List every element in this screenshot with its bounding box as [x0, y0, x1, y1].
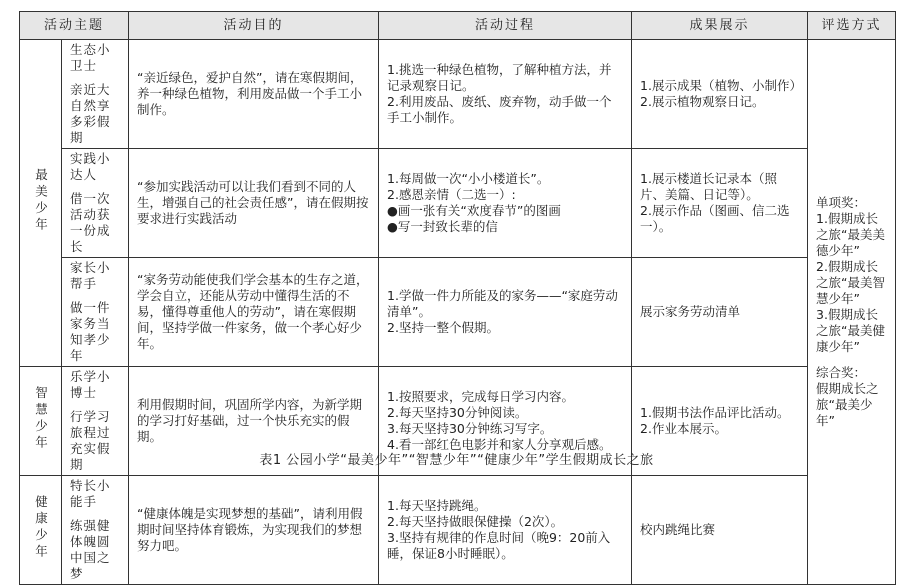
process-line: 1.挑选一种绿色植物，了解种植方法，并记录观察日记。	[387, 62, 612, 93]
theme-subtitle: 生态小卫士	[70, 42, 111, 73]
theme-cell	[62, 258, 129, 367]
result-line: 2.作业本展示。	[640, 421, 727, 436]
theme-slogan: 做一件家务当知孝少年	[70, 300, 111, 363]
theme-cell	[62, 149, 129, 258]
purpose-cell: “健康体魄是实现梦想的基础”，请利用假期时间坚持体育锻炼，为实现我们的梦想努力吧。	[129, 476, 379, 585]
theme-slogan: 行学习旅程过充实假期	[70, 409, 111, 472]
process-line: 2.每天坚持做眼保健操（2次）。	[387, 514, 564, 529]
single-award-item: 1.假期成长之旅“最美美德少年”	[816, 211, 885, 258]
evaluation-cell	[808, 40, 896, 585]
category-beauty: 最美少年	[20, 40, 62, 367]
result-line: 1.展示楼道长记录本（照片、美篇、日记等）。	[640, 171, 777, 202]
theme-subtitle: 家长小帮手	[70, 260, 111, 291]
table-row	[20, 149, 896, 258]
process-line: 1.学做一件力所能及的家务——“家庭劳动清单”。	[387, 288, 618, 319]
theme-slogan: 借一次活动获一份成长	[70, 191, 111, 254]
header-theme: 活动主题	[20, 12, 129, 40]
table-row	[20, 258, 896, 367]
process-line: ●画一张有关“欢度春节”的图画	[387, 203, 561, 218]
header-purpose: 活动目的	[129, 12, 379, 40]
header-row	[20, 12, 896, 40]
single-award-item: 3.假期成长之旅“最美健康少年”	[816, 307, 885, 354]
header-result: 成果展示	[632, 12, 808, 40]
theme-subtitle: 实践小达人	[70, 151, 111, 182]
activity-table	[19, 11, 896, 585]
process-line: 2.坚持一整个假期。	[387, 320, 499, 335]
overall-award-title: 综合奖：	[816, 365, 867, 380]
overall-award-text: 假期成长之旅“最美少年”	[816, 381, 879, 428]
result-line: 1.展示成果（植物、小制作）	[640, 78, 802, 93]
purpose-cell: 利用假期时间，巩固所学内容，为新学期的学习打好基础，过一个快乐充实的假期。	[129, 367, 379, 476]
theme-cell	[62, 40, 129, 149]
result-line: 2.展示植物观察日记。	[640, 94, 765, 109]
theme-subtitle: 乐学小博士	[70, 369, 111, 400]
process-line: 1.每周做一次“小小楼道长”。	[387, 171, 550, 186]
process-line: 3.坚持有规律的作息时间（晚9：20前入睡，保证8小时睡眠）。	[387, 530, 611, 561]
purpose-cell: “家务劳动能使我们学会基本的生存之道，学会自立，还能从劳动中懂得生活的不易，懂得尊重他人的劳动”，请在寒假期间，坚持学做一件家务，做一个孝心好少年。	[129, 258, 379, 367]
table-caption: 表1 公园小学“最美少年”“智慧少年”“健康少年”学生假期成长之旅	[259, 453, 654, 468]
process-cell	[379, 149, 632, 258]
theme-slogan: 亲近大自然享多彩假期	[70, 82, 111, 145]
process-line: 4.看一部红色电影并和家人分享观后感。	[387, 437, 612, 452]
process-line: 2.每天坚持30分钟阅读。	[387, 405, 528, 420]
process-line: 1.每天坚持跳绳。	[387, 498, 487, 513]
process-line: 1.按照要求，完成每日学习内容。	[387, 389, 574, 404]
single-award-title: 单项奖：	[816, 195, 867, 210]
process-cell	[379, 40, 632, 149]
result-line: 2.展示作品（图画、信二选一）。	[640, 203, 790, 234]
table-row	[20, 476, 896, 585]
theme-cell	[62, 476, 129, 585]
result-line: 校内跳绳比赛	[640, 522, 716, 537]
purpose-cell: “参加实践活动可以让我们看到不同的人生，增强自己的社会责任感”，请在假期按要求进行实践活动	[129, 149, 379, 258]
result-cell	[632, 149, 808, 258]
process-cell	[379, 476, 632, 585]
process-cell	[379, 258, 632, 367]
result-cell	[632, 258, 808, 367]
result-line: 展示家务劳动清单	[640, 304, 741, 319]
result-cell	[632, 40, 808, 149]
header-process: 活动过程	[379, 12, 632, 40]
result-cell	[632, 476, 808, 585]
process-line: 3.每天坚持30分钟练习写字。	[387, 421, 553, 436]
category-wisdom: 智慧少年	[20, 367, 62, 476]
header-evaluation: 评选方式	[808, 12, 896, 40]
result-line: 1.假期书法作品评比活动。	[640, 405, 790, 420]
process-line: 2.利用废品、废纸、废弃物，动手做一个手工小制作。	[387, 94, 612, 125]
purpose-cell: “亲近绿色，爱护自然”，请在寒假期间，养一种绿色植物，利用废品做一个手工小制作。	[129, 40, 379, 149]
category-health: 健康少年	[20, 476, 62, 585]
process-line: ●写一封致长辈的信	[387, 219, 498, 234]
theme-subtitle: 特长小能手	[70, 478, 111, 509]
process-line: 2.感恩亲情（二选一）:	[387, 187, 516, 202]
table-row	[20, 40, 896, 149]
single-award-item: 2.假期成长之旅“最美智慧少年”	[816, 259, 885, 306]
theme-slogan: 练强健体魄圆中国之梦	[70, 518, 111, 581]
